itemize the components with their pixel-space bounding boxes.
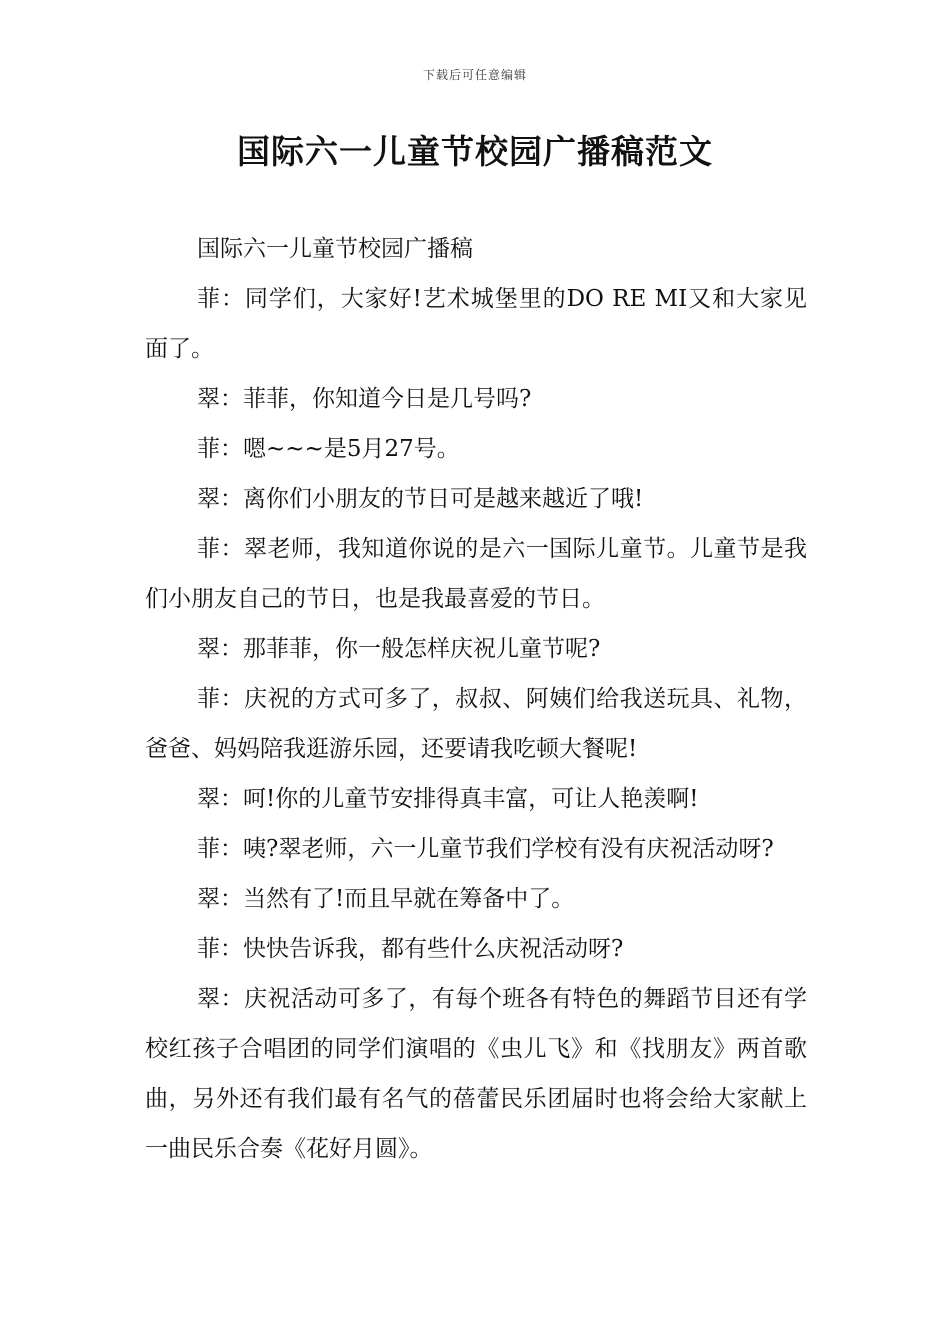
paragraph: 翠：当然有了!而且早就在筹备中了。 [197,886,575,912]
header-note: 下载后可任意编辑 [422,68,527,82]
paragraph: 翠：呵!你的儿童节安排得真丰富，可让人艳羡啊! [197,786,699,812]
paragraph: 菲：嗯~~~是5月27号。 [197,436,460,462]
paragraph: 翠：菲菲，你知道今日是几号吗? [197,386,532,412]
paragraph: 菲：同学们，大家好!艺术城堡里的DO RE MI又和大家见面了。 [145,286,807,362]
document-body [145,224,807,1174]
paragraph: 翠：庆祝活动可多了，有每个班各有特色的舞蹈节目还有学校红孩子合唱团的同学们演唱的《虫儿飞》和《找朋友》两首歌曲，另外还有我们最有名气的蓓蕾民乐团届时也将会给大家献上一曲民乐合奏《花好月圆》。 [145,986,807,1162]
document-title: 国际六一儿童节校园广播稿范文 [237,132,713,171]
paragraph: 菲：咦?翠老师，六一儿童节我们学校有没有庆祝活动呀? [197,836,774,862]
paragraph: 翠：离你们小朋友的节日可是越来越近了哦! [197,486,644,512]
paragraph-subtitle: 国际六一儿童节校园广播稿 [197,236,473,262]
paragraph: 菲：快快告诉我，都有些什么庆祝活动呀? [197,936,624,962]
paragraph: 菲：庆祝的方式可多了，叔叔、阿姨们给我送玩具、礼物，爸爸、妈妈陪我逛游乐园，还要请我吃顿大餐呢! [145,686,807,762]
paragraph: 菲：翠老师，我知道你说的是六一国际儿童节。儿童节是我们小朋友自己的节日，也是我最喜爱的节日。 [145,536,807,612]
paragraph: 翠：那菲菲，你一般怎样庆祝儿童节呢? [197,636,601,662]
